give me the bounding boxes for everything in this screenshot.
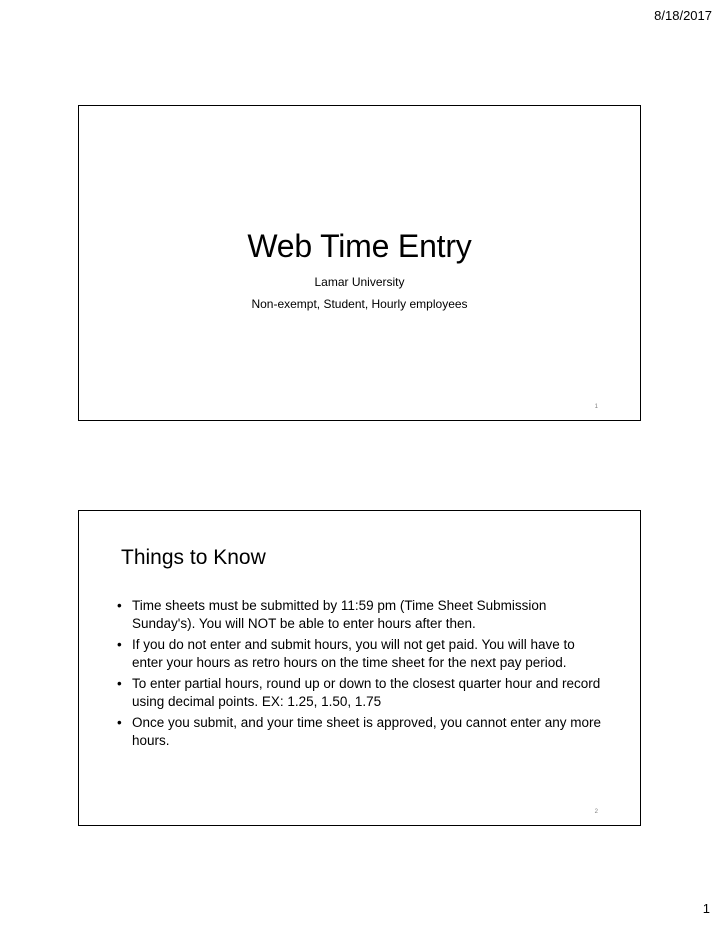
slide-1-title: Web Time Entry <box>247 228 472 264</box>
bullet-text: To enter partial hours, round up or down to the closest quarter hour and record using decimal points. EX: 1.25, 1.50, 1.75 <box>132 676 601 709</box>
bullet-item <box>117 714 607 750</box>
slide-2-number: 2 <box>594 809 598 815</box>
slide-2-title: Things to Know <box>121 546 266 569</box>
bullet-icon: • <box>117 598 122 613</box>
header-date: 8/18/2017 <box>654 8 712 23</box>
bullet-item <box>117 636 607 672</box>
bullet-item <box>117 597 607 633</box>
slide-1-subtitle-university: Lamar University <box>314 275 405 289</box>
bullet-text: Once you submit, and your time sheet is approved, you cannot enter any more hours. <box>132 715 602 748</box>
slide-2 <box>78 510 641 826</box>
page-number: 1 <box>702 901 710 916</box>
bullet-icon: • <box>117 676 122 691</box>
slide-1 <box>78 105 641 421</box>
bullet-text: If you do not enter and submit hours, you will not get paid. You will have to enter your hours as retro hours on the time sheet for the next pay period. <box>132 637 575 670</box>
bullet-item <box>117 675 607 711</box>
slide-1-subtitle-employees: Non-exempt, Student, Hourly employees <box>251 297 468 311</box>
bullet-text: Time sheets must be submitted by 11:59 pm (Time Sheet Submission Sunday's). You will NOT be able to enter hours after then. <box>132 598 547 631</box>
bullet-list <box>117 597 607 753</box>
slide-1-number: 1 <box>594 404 598 410</box>
bullet-icon: • <box>117 715 122 730</box>
bullet-icon: • <box>117 637 122 652</box>
